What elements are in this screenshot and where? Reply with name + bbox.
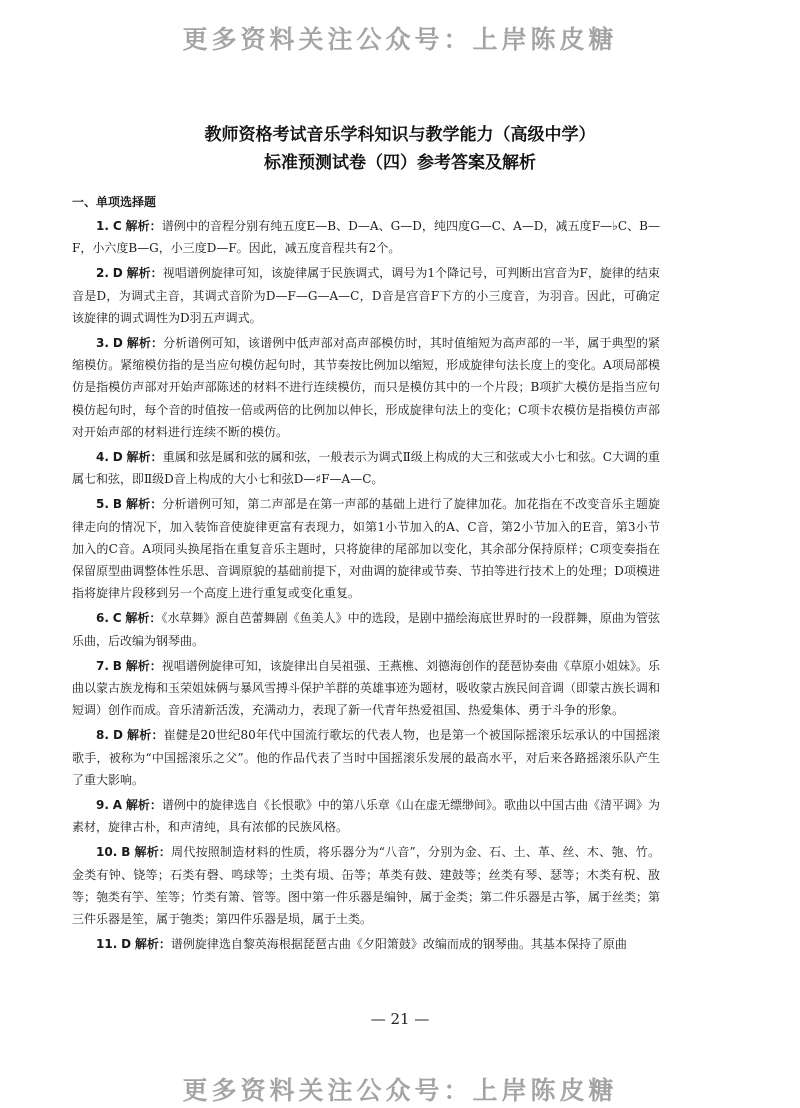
item-text: 分析谱例可知，第二声部是在第一声部的基础上进行了旋律加花。加花指在不改变音乐主题旋律走向的情况下，加入装饰音使旋律更富有表现力，如第1小节加入的A、C音，第2小节加入的E音，第3小节加入的C音。A项同头换尾指在重复音乐主题时，只将旋律的尾部加以变化，其余部分保持原样；C项变奏指在保留原型曲调整体性乐思、音调原貌的基础前提下，对曲调的旋律或节奏、节拍等进行技术上的处理；D项模进指将旋律片段移到另一个高度上进行重复或变化重复。	[72, 497, 660, 601]
page-number: — 21 —	[370, 1010, 430, 1028]
analysis-label: 解析：	[125, 658, 162, 673]
item-number: 2.	[96, 266, 109, 281]
item-number: 8.	[96, 728, 109, 743]
page-title: 教师资格考试音乐学科知识与教学能力（高级中学）	[204, 125, 596, 145]
answer-item	[72, 607, 660, 651]
section-heading: 一、单项选择题	[72, 195, 157, 209]
item-number: 7.	[96, 658, 109, 673]
item-number: 10.	[96, 845, 118, 860]
answer-list	[72, 215, 660, 956]
item-number: 3.	[96, 336, 109, 351]
analysis-label: 解析：	[134, 845, 172, 860]
answer-item	[72, 655, 660, 722]
answer-item	[72, 446, 660, 490]
item-answer: D	[112, 728, 123, 743]
item-text: 谱例中的旋律选自《长恨歌》中的第八乐章《山在虚无缥缈间》。歌曲以中国古曲《清平调》为素材，旋律古朴，和声清纯，具有浓郁的民族风格。	[72, 798, 660, 835]
item-text: 视唱谱例旋律可知，该旋律出自吴祖强、王燕樵、刘德海创作的琵琶协奏曲《草原小姐妹》。乐曲以蒙古族龙梅和玉荣姐妹俩与暴风雪搏斗保护羊群的英雄事迹为题材，吸收蒙古族民间音调（即蒙古族长调和短调）创作而成。音乐清新活泼，充满动力，表现了新一代青年热爱祖国、热爱集体、勇于斗争的形象。	[72, 658, 661, 718]
analysis-label: 解析：	[125, 798, 162, 813]
item-answer: D	[112, 450, 123, 465]
answer-item	[72, 794, 660, 838]
item-answer: D	[112, 266, 123, 281]
item-text: 周代按照制造材料的性质，将乐器分为“八音”，分别为金、石、土、革、丝、木、匏、竹。金类有钟、铙等；石类有磬、鸣球等；土类有埙、缶等；革类有鼓、建鼓等；丝类有琴、瑟等；木类有柷、敔等；匏类有竽、笙等；竹类有箫、管等。图中第一件乐器是编钟，属于金类；第二件乐器是古筝，属于丝类；第三件乐器是笙，属于匏类；第四件乐器是埙，属于土类。	[72, 845, 661, 927]
item-text: 视唱谱例旋律可知，该旋律属于民族调式，调号为1个降记号，可判断出宫音为F，旋律的结束音是D，为调式主音，其调式音阶为D—F—G—A—C，D音是宫音F下方的小三度音，为羽音。因此，可确定该旋律的调式调性为D羽五声调式。	[72, 266, 660, 325]
analysis-label: 解析：	[125, 219, 162, 233]
watermark-bottom: 更多资料关注公众号：上岸陈皮糖	[182, 1076, 618, 1105]
answer-item	[72, 724, 660, 791]
analysis-label: 解析：	[126, 336, 164, 351]
analysis-label: 解析：	[127, 728, 164, 743]
analysis-label: 解析：	[125, 611, 162, 626]
item-text: 《水草舞》源自芭蕾舞剧《鱼美人》中的选段，是剧中描绘海底世界时的一段群舞，原曲为管弦乐曲，后改编为钢琴曲。	[72, 611, 660, 648]
item-answer: D	[121, 937, 132, 952]
item-number: 6.	[96, 611, 109, 626]
item-number: 11.	[96, 937, 118, 952]
item-number: 4.	[96, 450, 109, 465]
item-number: 9.	[96, 798, 109, 813]
item-answer: B	[112, 658, 122, 673]
item-text: 分析谱例可知，该谱例中低声部对高声部模仿时，其时值缩短为高声部的一半，属于典型的紧缩模仿。紧缩模仿指的是当应句模仿起句时，其节奏按比例加以缩短，形成旋律句法长度上的变化。A项局部模仿是指模仿声部对开始声部陈述的材料不进行连续模仿，而只是模仿其中的一个片段；B项扩大模仿是指当应句模仿起句时，每个音的时值按一倍或两倍的比例加以伸长，形成旋律句法上的变化；C项卡农模仿是指模仿声部对开始声部的材料进行连续不断的模仿。	[72, 336, 660, 439]
watermark-top: 更多资料关注公众号：上岸陈皮糖	[182, 25, 618, 54]
analysis-label: 解析：	[126, 266, 163, 281]
answer-item	[72, 841, 660, 930]
item-answer: B	[121, 845, 131, 860]
item-text: 重属和弦是属和弦的属和弦，一般表示为调式Ⅱ级上构成的大三和弦或大小七和弦。C大调的重属七和弦，即Ⅱ级D音上构成的大小七和弦D—♯F—A—C。	[72, 450, 660, 487]
answer-item	[72, 933, 660, 955]
answer-item	[72, 215, 660, 259]
analysis-label: 解析：	[134, 937, 171, 952]
item-text: 谱例中的音程分别有纯五度E—B、D—A、G—D，纯四度G—C、A—D，减五度F—♭C、B—F，小六度B—G，小三度D—F。因此，减五度音程共有2个。	[72, 219, 660, 256]
item-text: 谱例旋律选自黎英海根据琵琶古曲《夕阳箫鼓》改编而成的钢琴曲。其基本保持了原曲	[170, 937, 627, 952]
item-answer: B	[112, 497, 123, 512]
analysis-label: 解析：	[126, 450, 163, 465]
item-answer: C	[112, 611, 122, 626]
item-answer: D	[112, 336, 123, 351]
item-text: 崔健是20世纪80年代中国流行歌坛的代表人物，也是第一个被国际摇滚乐坛承认的中国摇滚歌手，被称为“中国摇滚乐之父”。他的作品代表了当时中国摇滚乐发展的最高水平，对后来各路摇滚乐队产生了重大影响。	[72, 728, 660, 787]
answer-content	[72, 193, 660, 959]
item-answer: C	[112, 219, 122, 233]
answer-item	[72, 262, 660, 329]
item-number: 5.	[96, 497, 109, 512]
item-number: 1.	[96, 219, 109, 233]
analysis-label: 解析：	[125, 497, 163, 512]
page-subtitle: 标准预测试卷（四）参考答案及解析	[264, 153, 536, 173]
item-answer: A	[112, 798, 123, 813]
answer-item	[72, 332, 660, 443]
answer-item	[72, 493, 660, 604]
